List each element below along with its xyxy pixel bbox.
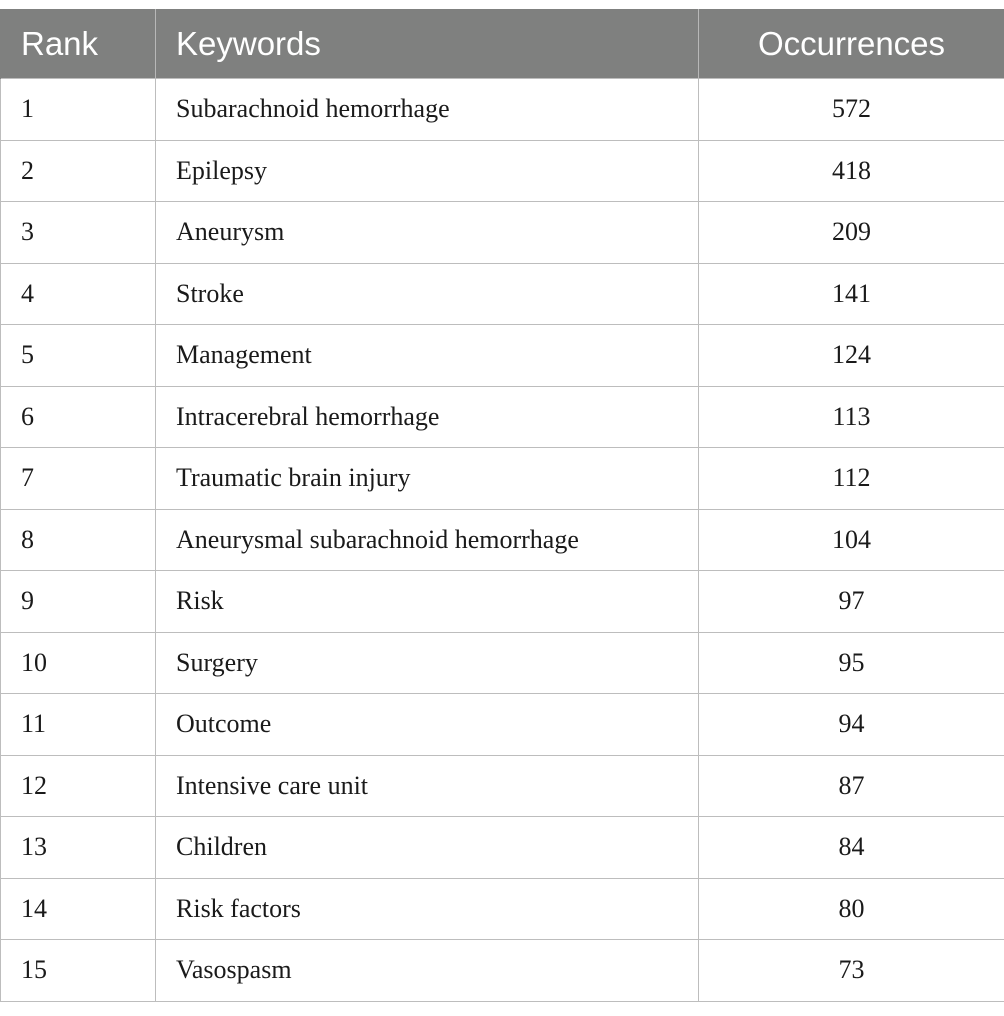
keyword-cell: Aneurysmal subarachnoid hemorrhage xyxy=(156,509,699,571)
rank-cell: 3 xyxy=(1,202,156,264)
table-row xyxy=(1,263,1004,325)
occurrences-cell: 87 xyxy=(699,755,1004,817)
header-keywords: Keywords xyxy=(156,10,699,79)
occurrences-cell: 124 xyxy=(699,325,1004,387)
keyword-cell: Children xyxy=(156,817,699,879)
rank-cell: 6 xyxy=(1,386,156,448)
rank-cell: 11 xyxy=(1,694,156,756)
table-row xyxy=(1,571,1004,633)
keyword-cell: Traumatic brain injury xyxy=(156,448,699,510)
rank-cell: 2 xyxy=(1,140,156,202)
rank-cell: 1 xyxy=(1,79,156,141)
table-row xyxy=(1,325,1004,387)
table-row xyxy=(1,755,1004,817)
occurrences-cell: 94 xyxy=(699,694,1004,756)
table-row xyxy=(1,694,1004,756)
rank-cell: 9 xyxy=(1,571,156,633)
keywords-table-container xyxy=(0,9,1004,1002)
keyword-cell: Risk factors xyxy=(156,878,699,940)
keywords-table xyxy=(0,9,1004,1002)
occurrences-cell: 97 xyxy=(699,571,1004,633)
keyword-cell: Aneurysm xyxy=(156,202,699,264)
keyword-cell: Risk xyxy=(156,571,699,633)
occurrences-cell: 112 xyxy=(699,448,1004,510)
keyword-cell: Intensive care unit xyxy=(156,755,699,817)
table-row xyxy=(1,509,1004,571)
rank-cell: 10 xyxy=(1,632,156,694)
rank-cell: 15 xyxy=(1,940,156,1002)
table-row xyxy=(1,79,1004,141)
keyword-cell: Intracerebral hemorrhage xyxy=(156,386,699,448)
keyword-cell: Surgery xyxy=(156,632,699,694)
occurrences-cell: 84 xyxy=(699,817,1004,879)
header-row xyxy=(1,10,1004,79)
occurrences-cell: 104 xyxy=(699,509,1004,571)
table-row xyxy=(1,448,1004,510)
header-rank: Rank xyxy=(1,10,156,79)
keyword-cell: Epilepsy xyxy=(156,140,699,202)
table-row xyxy=(1,878,1004,940)
rank-cell: 8 xyxy=(1,509,156,571)
rank-cell: 4 xyxy=(1,263,156,325)
table-row xyxy=(1,632,1004,694)
occurrences-cell: 209 xyxy=(699,202,1004,264)
table-row xyxy=(1,386,1004,448)
keyword-cell: Stroke xyxy=(156,263,699,325)
keyword-cell: Outcome xyxy=(156,694,699,756)
table-header xyxy=(1,10,1004,79)
header-occurrences: Occurrences xyxy=(699,10,1004,79)
keyword-cell: Management xyxy=(156,325,699,387)
table-row xyxy=(1,817,1004,879)
occurrences-cell: 418 xyxy=(699,140,1004,202)
table-row xyxy=(1,940,1004,1002)
table-row xyxy=(1,140,1004,202)
occurrences-cell: 141 xyxy=(699,263,1004,325)
keyword-cell: Subarachnoid hemorrhage xyxy=(156,79,699,141)
rank-cell: 7 xyxy=(1,448,156,510)
occurrences-cell: 572 xyxy=(699,79,1004,141)
rank-cell: 14 xyxy=(1,878,156,940)
keyword-cell: Vasospasm xyxy=(156,940,699,1002)
rank-cell: 5 xyxy=(1,325,156,387)
occurrences-cell: 73 xyxy=(699,940,1004,1002)
rank-cell: 12 xyxy=(1,755,156,817)
table-row xyxy=(1,202,1004,264)
occurrences-cell: 95 xyxy=(699,632,1004,694)
occurrences-cell: 80 xyxy=(699,878,1004,940)
occurrences-cell: 113 xyxy=(699,386,1004,448)
rank-cell: 13 xyxy=(1,817,156,879)
table-body xyxy=(1,79,1004,1002)
